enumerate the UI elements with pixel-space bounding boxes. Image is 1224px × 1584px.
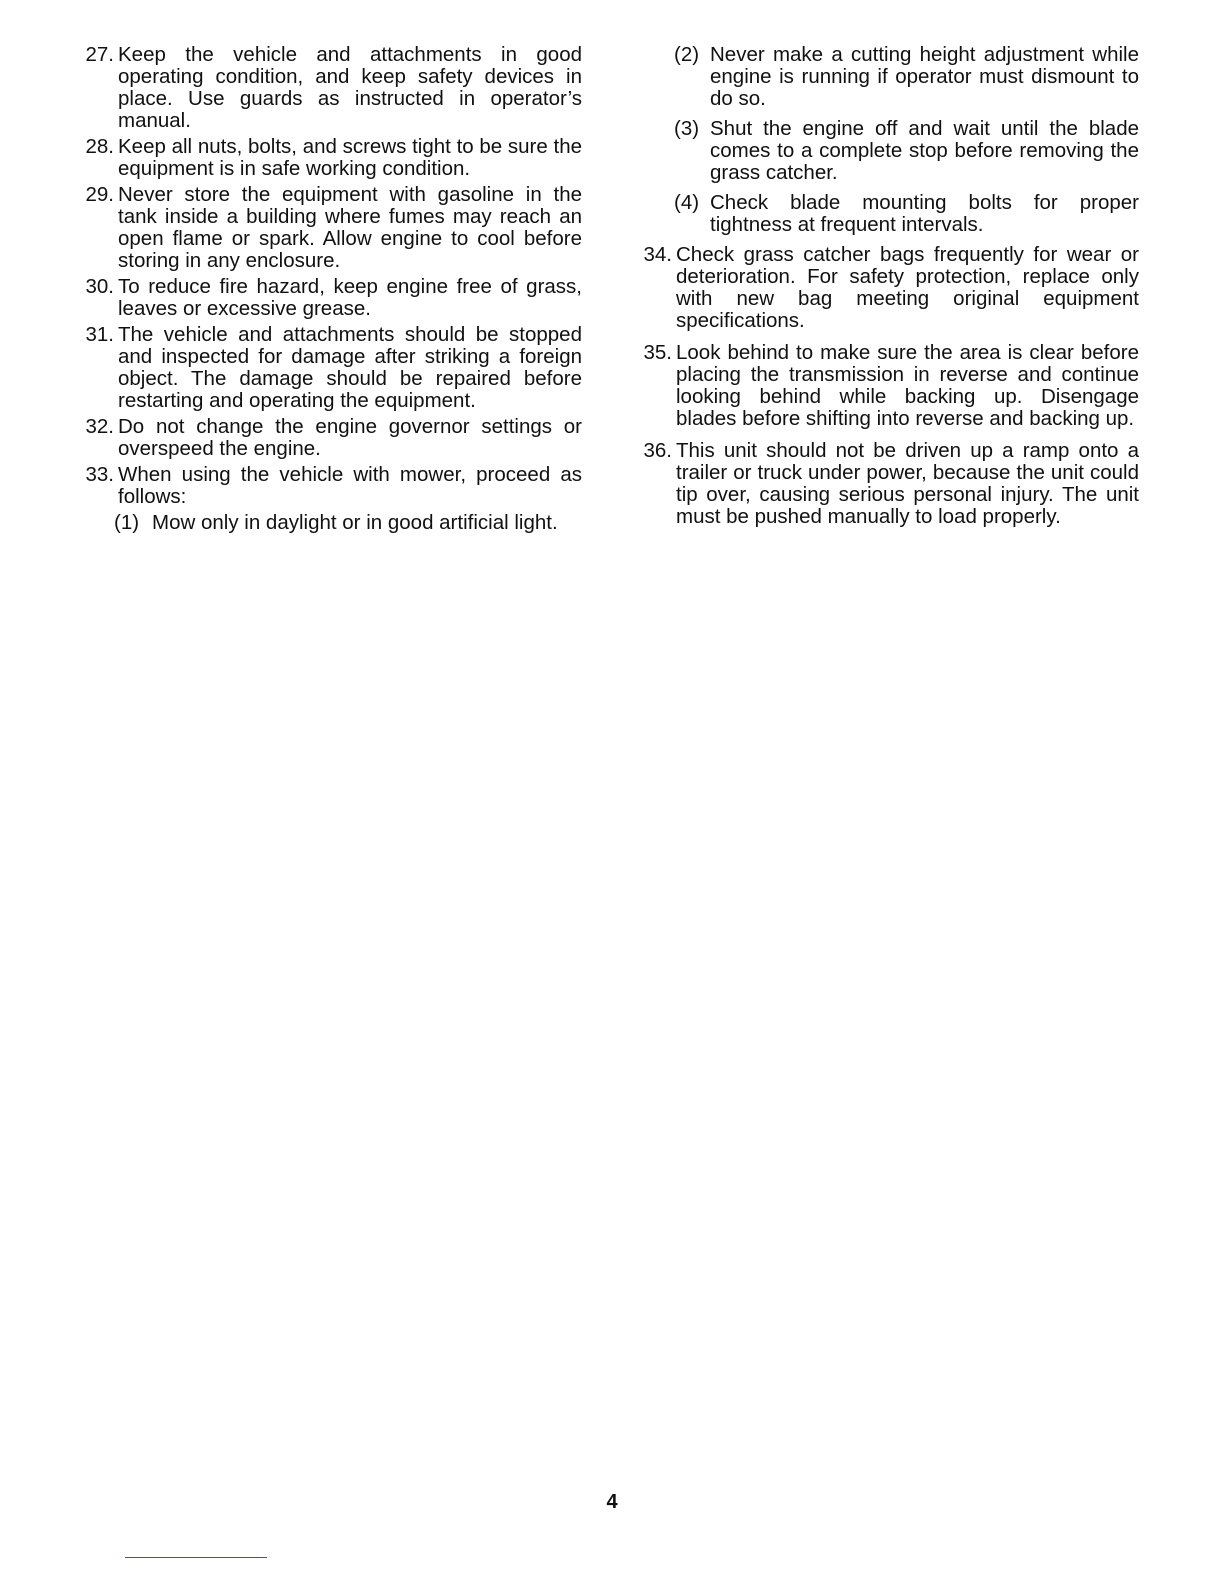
list-item-36 (632, 440, 1139, 528)
sub-item-text: Check blade mounting bolts for proper tightness at frequent intervals. (710, 191, 1139, 236)
sub-item-number: (4) (674, 191, 700, 214)
sub-item-number: (2) (674, 43, 700, 66)
item-number: 32. (85, 415, 114, 438)
list-item-32 (74, 416, 582, 460)
item-text: Look behind to make sure the area is clear before placing the transmission in reverse and continue looking behind while backing up. Disengage blades before shifting into reverse and backing up. (676, 341, 1139, 430)
sub-item-text: Never make a cutting height adjustment while engine is running if operator must dismount to do so. (710, 43, 1139, 110)
item-text: When using the vehicle with mower, proceed as follows: (118, 463, 582, 508)
item-number: 35. (643, 341, 672, 364)
item-number: 28. (85, 135, 114, 158)
list-item-34 (632, 244, 1139, 332)
list-item-35 (632, 342, 1139, 430)
left-column (74, 44, 582, 542)
item-number: 34. (643, 243, 672, 266)
sub-item-3 (632, 118, 1139, 184)
sub-item-number: (3) (674, 117, 700, 140)
list-item-30 (74, 276, 582, 320)
item-text: The vehicle and attachments should be stopped and inspected for damage after striking a foreign object. The damage should be repaired before restarting and operating the equipment. (118, 323, 582, 412)
item-number: 33. (85, 463, 114, 486)
sub-item-text: Mow only in daylight or in good artificial light. (152, 511, 558, 534)
item-text: Keep all nuts, bolts, and screws tight to be sure the equipment is in safe working condition. (118, 135, 582, 180)
sub-item-number: (1) (114, 511, 140, 534)
item-text: Keep the vehicle and attachments in good operating condition, and keep safety devices in place. Use guards as instructed in operator’s manual. (118, 43, 582, 132)
list-item-27 (74, 44, 582, 132)
list-item-31 (74, 324, 582, 412)
list-item-28 (74, 136, 582, 180)
item-text: Check grass catcher bags frequently for wear or deterioration. For safety protection, replace only with new bag meeting original equipment specifications. (676, 243, 1139, 332)
item-text: Never store the equipment with gasoline in the tank inside a building where fumes may reach an open flame or spark. Allow engine to cool before storing in any enclosure. (118, 183, 582, 272)
list-item-33 (74, 464, 582, 508)
item-text: This unit should not be driven up a ramp onto a trailer or truck under power, because the unit could tip over, causing serious personal injury. The unit must be pushed manually to load properly. (676, 439, 1139, 528)
sub-item-2 (632, 44, 1139, 110)
item-number: 31. (85, 323, 114, 346)
sub-item-4 (632, 192, 1139, 236)
item-text: Do not change the engine governor settings or overspeed the engine. (118, 415, 582, 460)
item-number: 27. (85, 43, 114, 66)
page-number: 4 (606, 1491, 618, 1513)
footer-rule (125, 1557, 267, 1558)
item-number: 30. (85, 275, 114, 298)
sub-item-1 (74, 512, 582, 534)
sub-item-text: Shut the engine off and wait until the blade comes to a complete stop before removing the grass catcher. (710, 117, 1139, 184)
item-text: To reduce fire hazard, keep engine free of grass, leaves or excessive grease. (118, 275, 582, 320)
list-item-29 (74, 184, 582, 272)
right-column (632, 44, 1139, 528)
item-number: 36. (643, 439, 672, 462)
item-number: 29. (85, 183, 114, 206)
